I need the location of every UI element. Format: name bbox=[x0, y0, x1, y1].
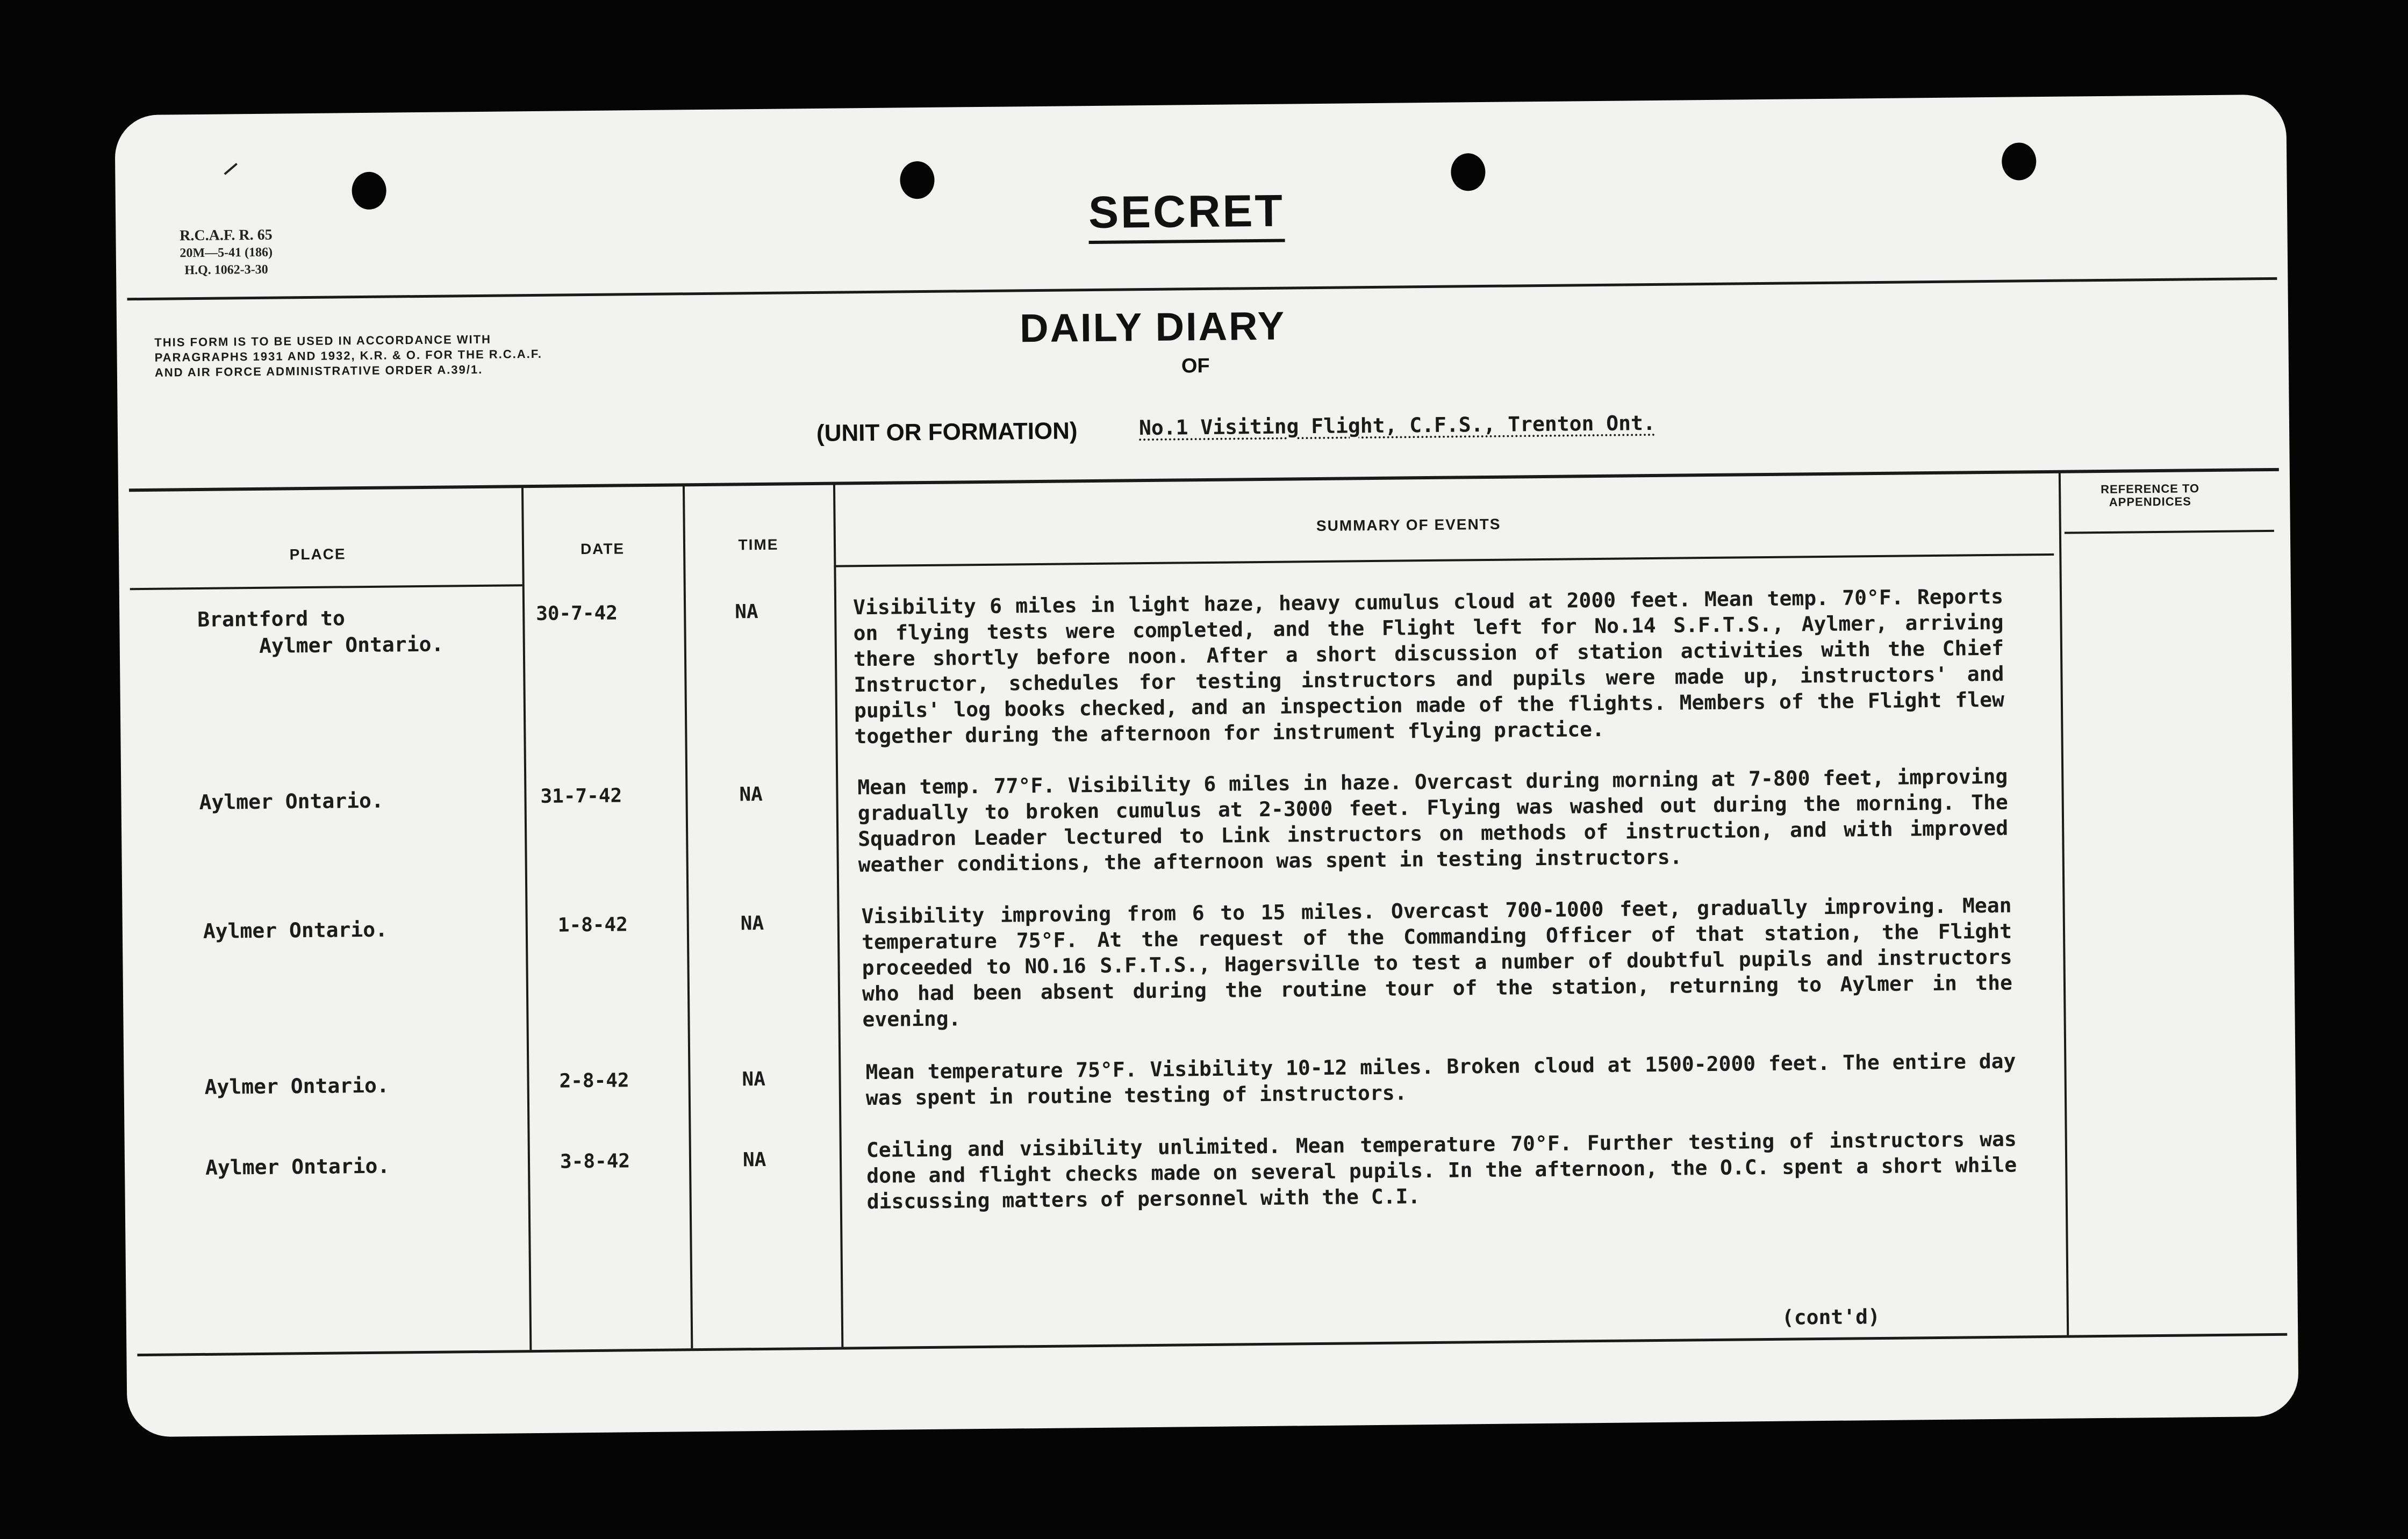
classification-heading: SECRET bbox=[1088, 185, 1285, 244]
column-rule bbox=[683, 486, 693, 1348]
punch-hole bbox=[352, 172, 386, 210]
entry-summary: Visibility 6 miles in light haze, heavy cumulus cloud at 2000 feet. Mean temp. 70°F. Reports on flying tests were completed, and the Flight left for No.14 S.F.T.S., Aylmer, arriving there shortly before noon. After a short discussion of station activities with the Chief Instructor, schedules for testing instructors and pupils were made up, instructors' and pupils' log books checked, and an inspection made of the flights. Members of the Flight flew together during the afternoon for instrument flying practice. bbox=[852, 584, 2005, 749]
diary-page bbox=[114, 95, 2298, 1437]
entry-date: 2-8-42 bbox=[559, 1069, 629, 1092]
entry-date: 31-7-42 bbox=[540, 785, 622, 808]
divider bbox=[127, 277, 2277, 300]
column-rule bbox=[521, 487, 532, 1350]
entry-summary: Mean temperature 75°F. Visibility 10-12 miles. Broken cloud at 1500-2000 feet. The entire day was spent in routine testing of instructors. bbox=[865, 1049, 2016, 1110]
column-header-reference: REFERENCE TO APPENDICES bbox=[2101, 481, 2200, 509]
entry-time: NA bbox=[735, 600, 758, 623]
form-code-line: 20M—5-41 (186) bbox=[180, 245, 273, 261]
table-top-rule bbox=[129, 468, 2279, 492]
punch-hole bbox=[1451, 153, 1486, 191]
entry-time: NA bbox=[739, 783, 763, 806]
header-rule bbox=[834, 553, 2054, 567]
form-code bbox=[153, 226, 299, 279]
header-rule bbox=[2065, 530, 2274, 534]
title-of: OF bbox=[1181, 354, 1210, 378]
column-header-summary: SUMMARY OF EVENTS bbox=[1316, 515, 1501, 535]
entry-place: Aylmer Ontario. bbox=[199, 788, 384, 814]
unit-value: No.1 Visiting Flight, C.F.S., Trenton Ont. bbox=[1138, 411, 1656, 440]
entry-place: Aylmer Ontario. bbox=[203, 917, 388, 943]
page-title: DAILY DIARY bbox=[1019, 303, 1286, 351]
column-rule bbox=[2059, 473, 2069, 1335]
column-header-time: TIME bbox=[738, 536, 779, 553]
table-bottom-rule bbox=[137, 1333, 2287, 1356]
column-header-date: DATE bbox=[580, 540, 625, 558]
entry-place: Aylmer Ontario. bbox=[205, 1154, 390, 1180]
header-rule bbox=[130, 584, 522, 590]
pen-mark bbox=[224, 163, 238, 175]
entry-place: Brantford to Aylmer Ontario. bbox=[197, 606, 444, 659]
column-header-place: PLACE bbox=[289, 545, 346, 563]
entry-time: NA bbox=[740, 912, 764, 935]
entry-time: NA bbox=[742, 1148, 766, 1171]
entry-date: 3-8-42 bbox=[560, 1150, 630, 1173]
entry-summary: Mean temp. 77°F. Visibility 6 miles in haze. Overcast during morning at 7-800 feet, improving gradually to broken cumulus at 2-3000 feet. Flying was washed out during the morning. The Squadron Leader lectured to Link instructors on methods of instruction, and with improved weather conditions, the afternoon was spent in testing instructors. bbox=[857, 764, 2009, 877]
entry-summary: Visibility improving from 6 to 15 miles. Overcast 700-1000 feet, gradually improving. Mean temperature 75°F. At the request of the Commanding Officer of that station, the Flight proceeded to NO.16 S.F.T.S., Hagersville to test a number of doubtful pupils and instructors who had been absent during the routine tour of the station, returning to Aylmer in the evening. bbox=[861, 893, 2013, 1032]
continued-note: (cont'd) bbox=[1781, 1305, 1881, 1329]
entry-date: 1-8-42 bbox=[557, 914, 628, 937]
form-instructions: THIS FORM IS TO BE USED IN ACCORDANCE WITH PARAGRAPHS 1931 AND 1932, K.R. & O. FOR THE R.C.A.F. AND AIR FORCE ADMINISTRATIVE ORDER A.39/1. bbox=[154, 332, 543, 379]
punch-hole bbox=[900, 161, 935, 199]
form-code-line: R.C.A.F. R. 65 bbox=[180, 226, 273, 244]
entry-place: Aylmer Ontario. bbox=[204, 1073, 390, 1099]
entry-summary: Ceiling and visibility unlimited. Mean temperature 70°F. Further testing of instructors was done and flight checks made on several pupils. In the afternoon, the O.C. spent a short while discussing matters of personnel with the C.I. bbox=[866, 1127, 2017, 1214]
punch-hole bbox=[2002, 142, 2037, 181]
column-rule bbox=[833, 485, 843, 1347]
entry-time: NA bbox=[742, 1068, 766, 1091]
form-code-line: H.Q. 1062-3-30 bbox=[184, 262, 268, 278]
entry-date: 30-7-42 bbox=[536, 602, 618, 625]
unit-label: (UNIT OR FORMATION) bbox=[816, 418, 1078, 447]
